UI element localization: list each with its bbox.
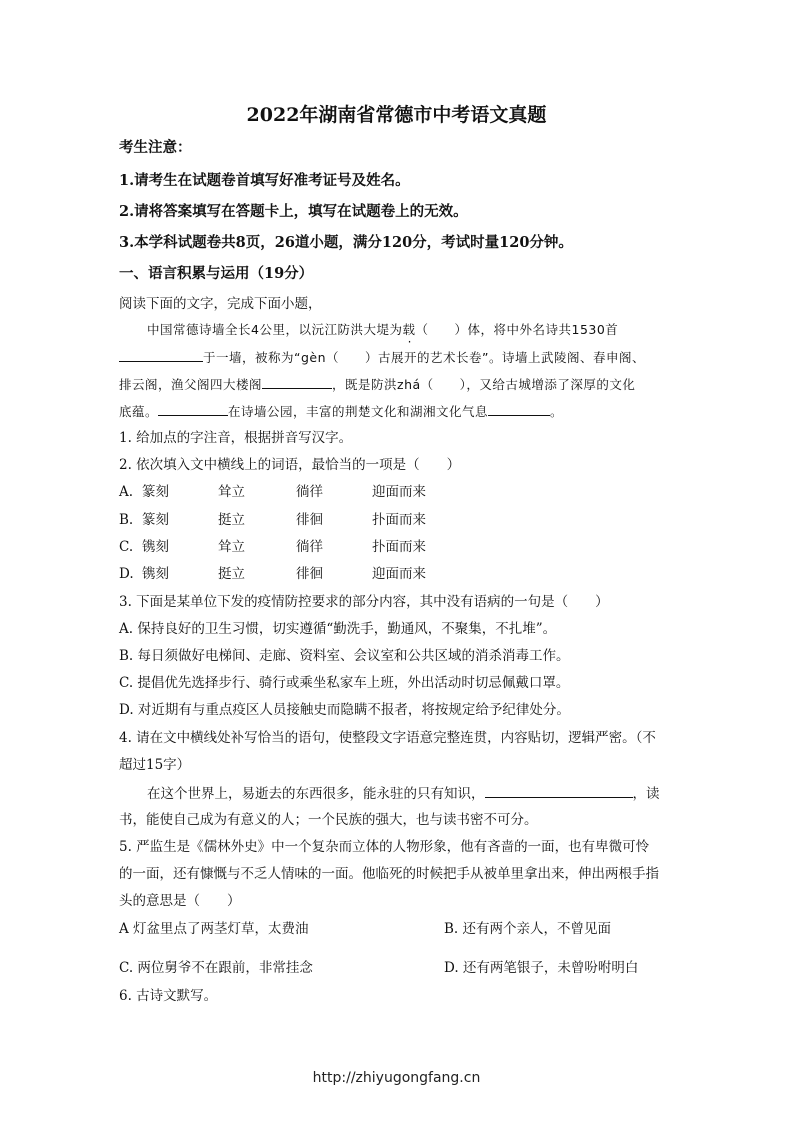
q5-option-b: B. 还有两个亲人，不曾见面: [444, 921, 612, 937]
reading-intro: 阅读下面的文字，完成下面小题，: [119, 296, 322, 312]
question-1: 1. 给加点的字注音，根据拼音写汉字。: [119, 430, 353, 446]
footer-url[interactable]: http://zhiyugongfang.cn: [312, 1070, 481, 1086]
question-2-stem: 2. 依次填入文中横线上的词语，最恰当的一项是（ ）: [119, 457, 461, 473]
blank-4: [488, 401, 550, 416]
section-heading: 一、语言积累与运用（19分）: [119, 265, 314, 282]
q3-option-b: B. 每日须做好电梯间、走廊、资料室、会议室和公共区域的消杀消毒工作。: [119, 648, 570, 664]
q3-option-c: C. 提倡优先选择步行、骑行或乘坐私家车上班，外出活动时切忌佩戴口罩。: [119, 675, 570, 691]
question-4-stem-1: 4. 请在文中横线处补写恰当的语句，使整段文字语意完整连贯，内容贴切，逻辑严密。（不: [119, 730, 656, 746]
q3-option-a: A. 保持良好的卫生习惯，切实遵循“勤洗手，勤通风，不聚集，不扎堆”。: [119, 621, 557, 637]
q5-option-d: D. 还有两笔银子，未曾吩咐明白: [444, 960, 639, 976]
blank-3: [158, 401, 228, 416]
notice-item-3: 3.本学科试题卷共8页，26道小题，满分120分，考试时量120分钟。: [119, 234, 573, 251]
passage-line-3: 排云阁，渔父阁四大楼阁 ，既是防洪zhá（ ），又给古城增添了深厚的文化: [119, 374, 635, 395]
q4-text-line-1: 在这个世界上，易逝去的东西很多，能永驻的只有知识， ，读: [147, 783, 660, 804]
q4-blank: [485, 783, 633, 798]
question-5-stem-1: 5. 严监生是《儒林外史》中一个复杂而立体的人物形象，他有吝啬的一面，也有卑微可怜: [119, 839, 650, 855]
passage-line-2: 于一墙，被称为“gèn（ ）古展开的艺术长卷”。诗墙上武陵阁、春申阁、: [119, 347, 645, 368]
question-5-stem-3: 头的意思是（ ）: [119, 893, 241, 909]
blank-1: [119, 347, 203, 362]
question-3-stem: 3. 下面是某单位下发的疫情防控要求的部分内容，其中没有语病的一句是（ ）: [119, 594, 609, 610]
q5-option-c: C. 两位舅爷不在跟前，非常挂念: [119, 960, 313, 976]
notice-heading: 考生注意：: [119, 139, 192, 156]
question-4-stem-2: 超过15字）: [119, 757, 191, 773]
notice-item-1: 1.请考生在试题卷首填写好准考证号及姓名。: [119, 172, 410, 189]
blank-2: [262, 374, 332, 389]
notice-item-2: 2.请将答案填写在答题卡上，填写在试题卷上的无效。: [119, 203, 468, 220]
question-6: 6. 古诗文默写。: [119, 988, 218, 1004]
passage-line-1: 中国常德诗墙全长4公里，以沅江防洪大堤为载（ ）体，将中外名诗共1530首: [147, 322, 619, 337]
q4-text-line-2: 书，能使自己成为有意义的人；一个民族的强大，也与读书密不可分。: [119, 812, 538, 828]
passage-line-4: 底蕴。 在诗墙公园，丰富的荆楚文化和湖湘文化气息 。: [119, 401, 563, 422]
dotted-char: 载: [402, 322, 416, 337]
q5-option-a: A 灯盆里点了两茎灯草，太费油: [119, 921, 309, 937]
question-5-stem-2: 的一面，还有慷慨与不乏人情味的一面。他临死的时候把手从被单里拿出来，伸出两根手指: [119, 866, 659, 882]
q3-option-d: D. 对近期有与重点疫区人员接触史而隐瞒不报者，将按规定给予纪律处分。: [119, 702, 570, 718]
exam-title: 2022年湖南省常德市中考语文真题: [246, 104, 547, 126]
